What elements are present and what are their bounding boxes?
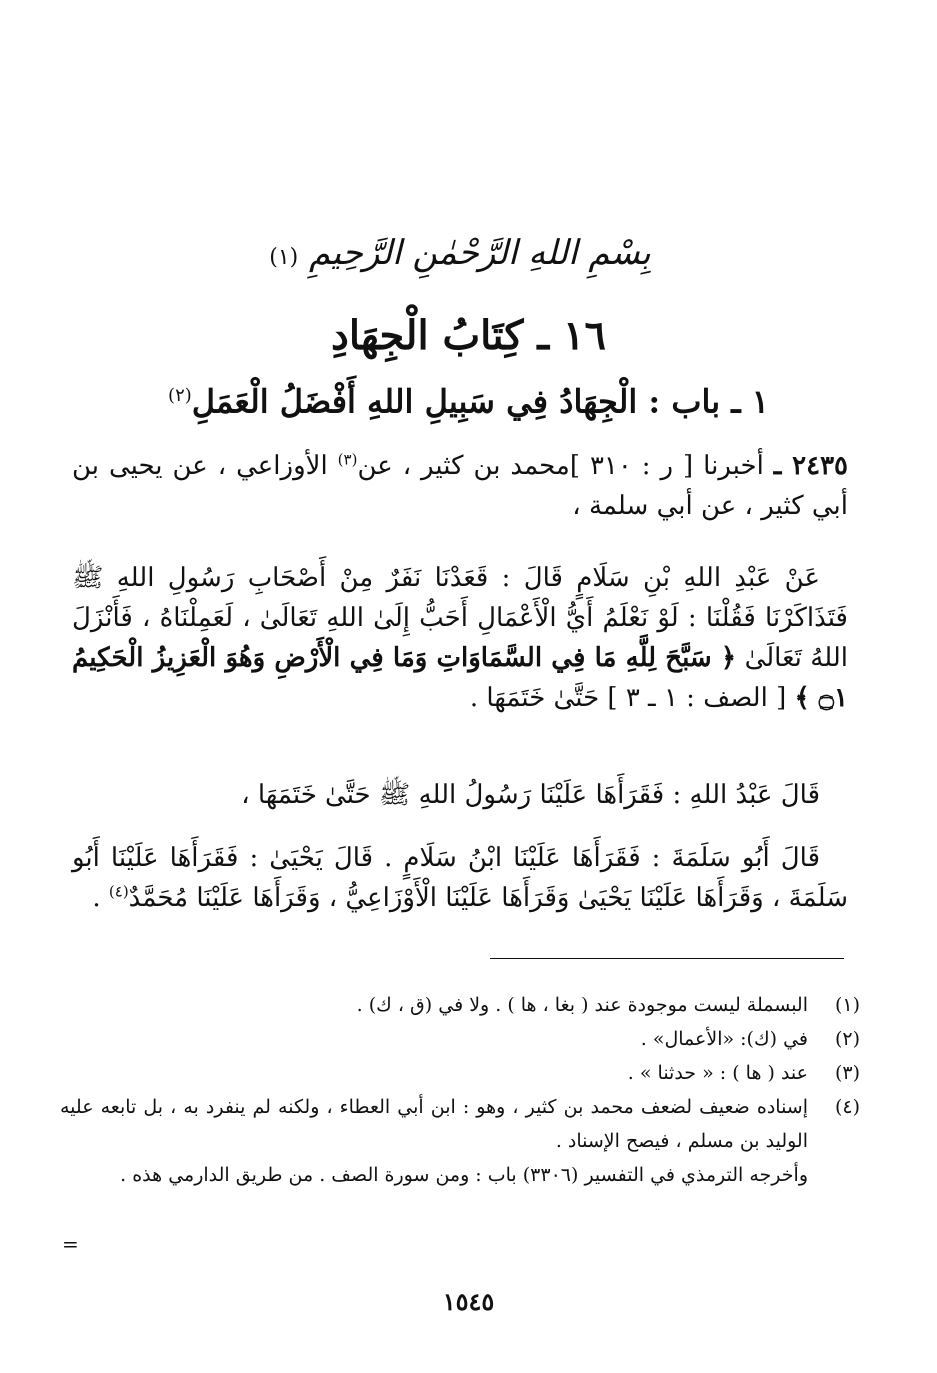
continuation-mark: =	[62, 1232, 79, 1256]
hadith-matn-paragraph-1	[72, 558, 848, 718]
basmala-text: بِسْمِ اللهِ الرَّحْمٰنِ الرَّحِيمِ	[309, 233, 651, 273]
chapter-title-text: ١ ـ باب : الْجِهَادُ فِي سَبِيلِ اللهِ أَفْضَلُ الْعَمَلِ	[191, 382, 769, 421]
footnote-3	[60, 1056, 860, 1090]
hadith-isnad	[72, 446, 848, 526]
matn-3-end: .	[92, 883, 109, 913]
matn-3-text: قَالَ أَبُو سَلَمَةَ : فَقَرَأَهَا عَلَيْنَا ابْنُ سَلَامٍ . قَالَ يَحْيَىٰ : فَقَرَأَهَا عَلَيْنَا أَبُو سَلَمَةَ ، وَقَرَأَهَا عَلَيْنَا يَحْيَىٰ وَقَرَأَهَا عَلَيْنَا الْأَوْزَاعِيُّ ، وَقَرَأَهَا عَلَيْنَا مُحَمَّدٌ	[72, 843, 848, 913]
basmala-footnote-ref: (١)	[269, 245, 299, 270]
footnote-number: (٤)	[834, 1096, 860, 1118]
chapter-footnote-ref: (٢)	[168, 385, 192, 406]
isnad-part-1: أخبرنا [ ر : ٣١٠ ]محمد بن كثير ، عن	[357, 451, 764, 481]
footnote-1	[60, 988, 860, 1022]
quran-verse: ﴿ سَبَّحَ لِلَّهِ مَا فِي السَّمَاوَاتِ وَمَا فِي الْأَرْضِ وَهُوَ الْعَزِيزُ الْحَكِيمُ ۝١ ﴾	[72, 643, 848, 713]
footnote-text: عند ( ها ) : « حدثنا » .	[627, 1062, 808, 1084]
basmala-calligraphy	[250, 218, 670, 288]
footnote-text: في (ك): «الأعمال» .	[640, 1028, 808, 1050]
book-title: ١٦ ـ كِتَابُ الْجِهَادِ	[331, 312, 606, 359]
footnotes	[60, 988, 860, 1192]
footnote-2	[60, 1022, 860, 1056]
footnote-separator	[490, 958, 844, 959]
hadith-matn-paragraph-3	[72, 838, 848, 918]
footnote-number: (٣)	[834, 1062, 860, 1084]
footnote-number: (٢)	[834, 1028, 860, 1050]
footnote-number: (١)	[834, 994, 860, 1016]
isnad-footnote-ref: (٣)	[337, 450, 358, 469]
hadith-matn-paragraph-2: قَالَ عَبْدُ اللهِ : فَقَرَأَهَا عَلَيْنَا رَسُولُ اللهِ ﷺ حَتَّىٰ خَتَمَهَا ،	[241, 780, 820, 810]
isnad-part-2: الأوزاعي ، عن يحيى بن أبي كثير ، عن أبي سلمة ،	[72, 451, 848, 521]
footnote-4	[60, 1090, 860, 1158]
matn-footnote-ref: (٤)	[108, 882, 129, 901]
page-number: ١٥٤٥	[442, 1287, 495, 1316]
footnote-text: إسناده ضعيف لضعف محمد بن كثير ، وهو : ابن أبي العطاء ، ولكنه لم ينفرد به ، بل تابعه عليه الوليد بن مسلم ، فيصح الإسناد .	[60, 1096, 808, 1152]
matn-1-text: عَنْ عَبْدِ اللهِ بْنِ سَلَامٍ قَالَ : قَعَدْنَا نَفَرٌ مِنْ أَصْحَابِ رَسُولِ اللهِ ﷺ فَتَذَاكَرْنَا فَقُلْنَا : لَوْ نَعْلَمُ أَيُّ الْأَعْمَالِ أَحَبُّ إِلَىٰ اللهِ تَعَالَىٰ ، لَعَمِلْنَاهُ ، فَأَنْزَلَ اللهُ تَعَالَىٰ	[72, 563, 848, 673]
matn-1-ending: [ الصف : ١ ـ ٣ ] حَتَّىٰ خَتَمَهَا .	[469, 683, 787, 713]
footnote-4-continuation: وأخرجه الترمذي في التفسير (٣٣٠٦) باب : ومن سورة الصف . من طريق الدارمي هذه .	[120, 1164, 808, 1186]
chapter-title	[0, 372, 937, 426]
hadith-number: ٢٤٣٥ ـ	[773, 451, 849, 481]
footnote-text: البسملة ليست موجودة عند ( بغا ، ها ) . ولا في (ق ، ك) .	[356, 994, 808, 1016]
